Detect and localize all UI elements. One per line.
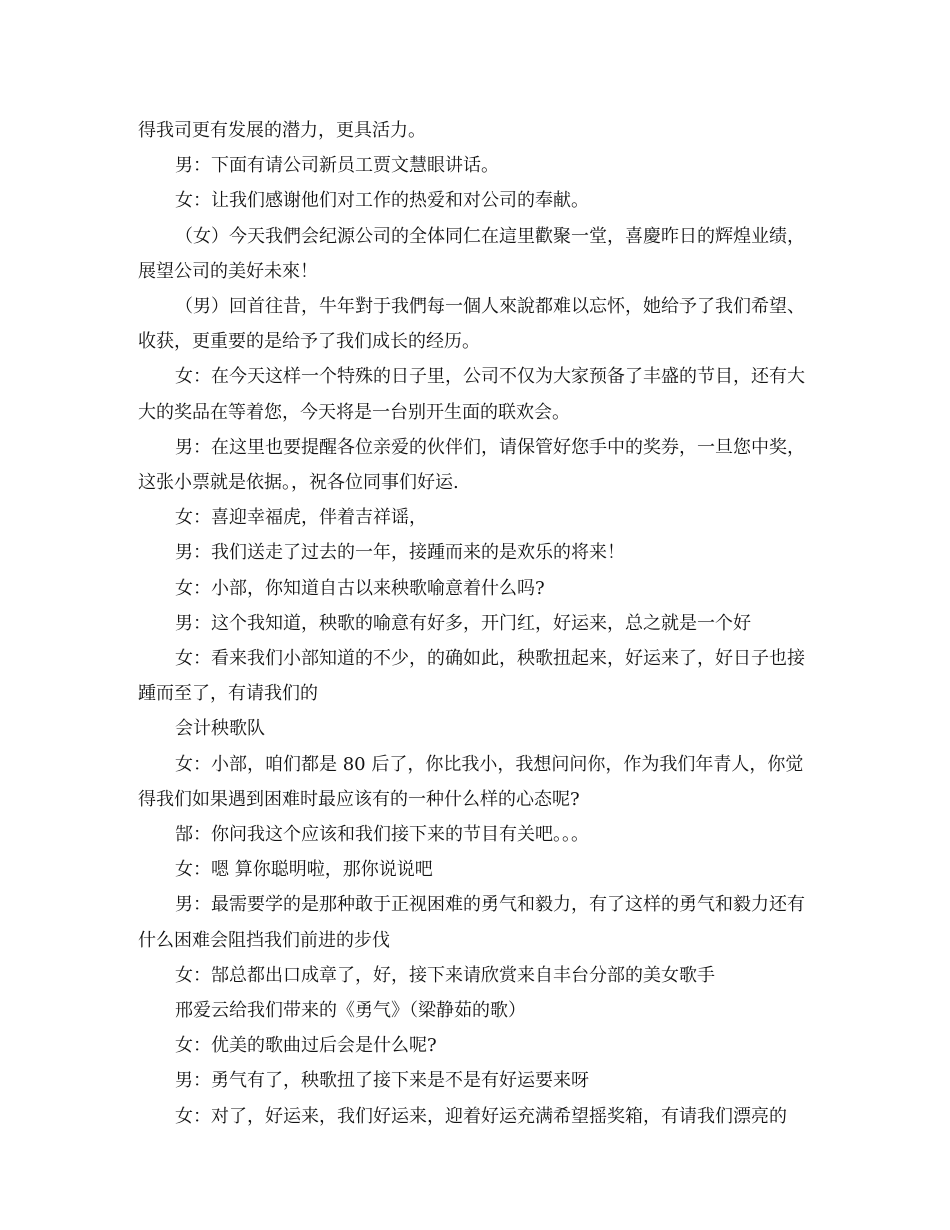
document-body [138,113,818,1134]
script-paragraph: 女：在今天这样一个特殊的日子里，公司不仅为大家预备了丰盛的节目，还有大大的奖品在等着您，今天将是一台别开生面的联欢会。 [138,366,805,423]
script-paragraph: 男：勇气有了，秧歌扭了接下来是不是有好运要来呀 [175,1070,589,1092]
script-paragraph: 男：我们送走了过去的一年，接踵而来的是欢乐的将来！ [175,542,625,564]
script-paragraph: 男：在这里也要提醒各位亲爱的伙伴们，请保管好您手中的奖券，一旦您中奖，这张小票就是依据。，祝各位同事们好运. [138,436,805,494]
script-paragraph: 女：看来我们小部知道的不少，的确如此，秧歌扭起来，好运来了，好日子也接踵而至了，有请我们的 [138,648,805,705]
script-paragraph: 女：嗯 算你聪明啦，那你说说吧 [175,859,433,881]
script-paragraph: 邢爱云给我们带来的《勇气》（梁静茹的歌） [175,1000,526,1022]
script-paragraph: 女：让我们感谢他们对工作的热爱和对公司的奉献。 [175,190,589,212]
script-paragraph: 女：小部，咱们都是 80 后了，你比我小，我想问问你，作为我们年青人，你觉得我们如果遇到困难时最应该有的一种什么样的心态呢? [138,753,804,810]
script-paragraph: 女：优美的歌曲过后会是什么呢? [175,1035,437,1057]
script-paragraph: 男：这个我知道，秧歌的喻意有好多，开门红，好运来，总之就是一个好 [175,612,751,634]
script-paragraph: 女：对了，好运来，我们好运来，迎着好运充满希望摇奖箱，有请我们漂亮的 [175,1105,787,1127]
script-paragraph: （男）回首往昔，牛年對于我們每一個人來說都难以忘怀，她给予了我们希望、收获，更重要的是给予了我们成长的经历。 [138,296,805,353]
script-paragraph: 女：郜总都出口成章了，好，接下来请欣赏来自丰台分部的美女歌手 [175,964,715,986]
script-paragraph: 得我司更有发展的潜力，更具活力。 [138,120,426,141]
script-paragraph: 会计秧歌队 [175,718,265,740]
script-paragraph: 男：下面有请公司新员工贾文慧眼讲话。 [175,155,499,177]
script-paragraph: （女）今天我們会纪源公司的全体同仁在這里歡聚一堂，喜慶昨日的辉煌业绩，展望公司的美好未來！ [138,225,805,282]
script-paragraph: 郜：你问我这个应该和我们接下来的节目有关吧。。。 [175,824,589,846]
script-paragraph: 男：最需要学的是那种敢于正视困难的勇气和毅力，有了这样的勇气和毅力还有什么困难会阻挡我们前进的步伐 [138,894,805,951]
script-paragraph: 女：小部，你知道自古以来秧歌喻意着什么吗? [175,577,545,599]
script-paragraph: 女：喜迎幸福虎，伴着吉祥谣， [175,507,427,529]
